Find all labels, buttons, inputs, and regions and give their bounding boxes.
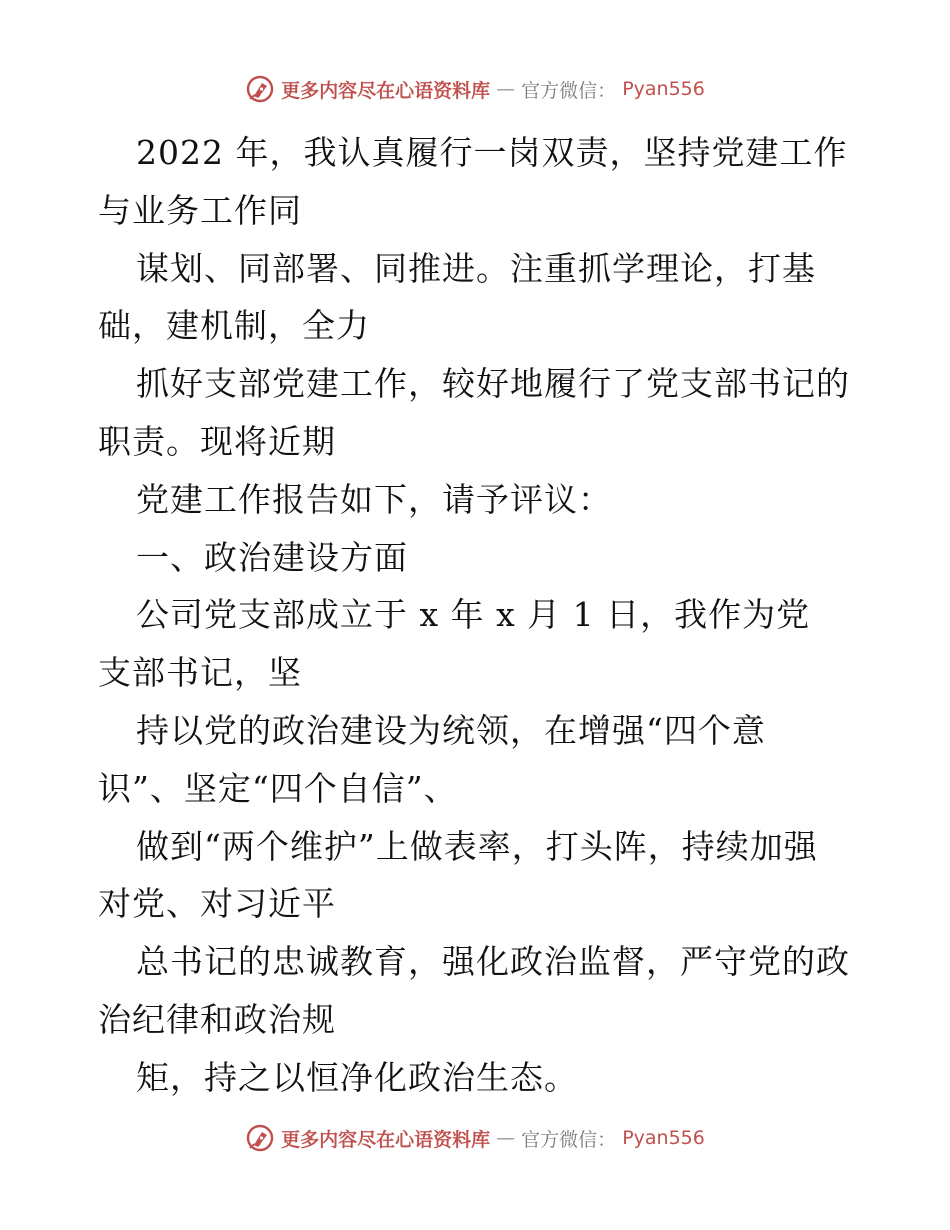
pen-nib-circle-icon xyxy=(245,74,275,104)
section-heading: 一、政治建设方面 xyxy=(136,537,408,577)
watermark-separator: — xyxy=(496,1127,516,1149)
paragraph-line: 础，建机制，全力 xyxy=(98,306,370,346)
watermark-site-text: 更多内容尽在心语资料库 xyxy=(281,79,491,102)
document-body xyxy=(98,124,868,1107)
paragraph-line: 职责。现将近期 xyxy=(98,421,336,461)
watermark-separator: — xyxy=(496,78,516,100)
paragraph-line: 党建工作报告如下，请予评议： xyxy=(136,479,612,519)
paragraph-line: 总书记的忠诚教育，强化政治监督，严守党的政 xyxy=(136,942,850,982)
paragraph-line: 对党、对习近平 xyxy=(98,884,336,924)
paragraph-line: 做到“两个维护”上做表率，打头阵，持续加强 xyxy=(136,826,818,866)
paragraph-line: 抓好支部党建工作，较好地履行了党支部书记的 xyxy=(136,364,850,404)
paragraph-line: 支部书记，坚 xyxy=(98,653,302,693)
watermark-official-text: 官方微信： xyxy=(521,1128,617,1151)
paragraph-line: 公司党支部成立于 x 年 x 月 1 日，我作为党 xyxy=(136,595,811,635)
watermark-footer xyxy=(0,1123,950,1153)
paragraph-line: 2022 年，我认真履行一岗双责，坚持党建工作 xyxy=(136,133,848,172)
watermark-official-text: 官方微信： xyxy=(521,79,617,102)
paragraph-line: 谋划、同部署、同推进。注重抓学理论，打基 xyxy=(136,248,816,288)
paragraph-line: 持以党的政治建设为统领，在增强“四个意 xyxy=(136,710,766,750)
pen-nib-circle-icon xyxy=(245,1123,275,1153)
watermark-wechat-id: Pyan556 xyxy=(622,78,705,100)
paragraph-line: 矩，持之以恒净化政治生态。 xyxy=(136,1057,578,1097)
paragraph-line: 识”、坚定“四个自信”、 xyxy=(98,768,458,808)
paragraph-line: 与业务工作同 xyxy=(98,190,302,230)
watermark-wechat-id: Pyan556 xyxy=(622,1127,705,1149)
paragraph-line: 治纪律和政治规 xyxy=(98,999,336,1039)
watermark-header xyxy=(0,74,950,104)
watermark-site-text: 更多内容尽在心语资料库 xyxy=(281,1128,491,1151)
